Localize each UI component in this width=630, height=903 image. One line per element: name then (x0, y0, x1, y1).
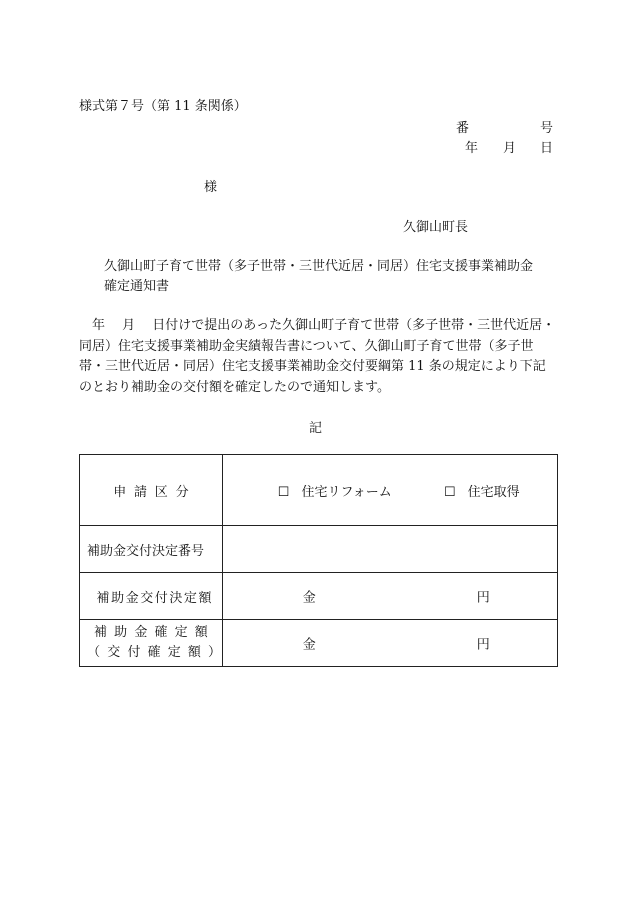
decision-number-value[interactable] (222, 526, 557, 573)
option-housing-reform-label: 住宅リフォーム (301, 484, 392, 500)
date-day-label: 日 (540, 141, 554, 156)
body-paragraph: 年 月 日付けで提出のあった久御山町子育て世帯（多子世帯・三世代近居・同居）住宅支援事業補助金実績報告書について、久御山町子育て世帯（多子世帯・三世代近居・同居）住宅支援事業補助金交付要綱第 11 条の規定により下記のとおり補助金の交付額を確定したので通知します。 (79, 318, 556, 395)
option-housing-reform[interactable] (278, 481, 392, 500)
form-number: 様式第７号（第 11 条関係） (79, 99, 247, 114)
yen-label: 円 (476, 590, 490, 606)
option-housing-acquisition[interactable] (444, 481, 520, 500)
document-title (104, 257, 533, 297)
table-row-decision-amount (80, 573, 558, 620)
date-year-label: 年 (465, 141, 479, 156)
decision-amount-value[interactable] (222, 573, 557, 620)
yen-label: 円 (476, 637, 490, 653)
table-row-application-category (80, 455, 558, 526)
title-line-1: 久御山町子育て世帯（多子世帯・三世代近居・同居）住宅支援事業補助金 (104, 259, 534, 274)
confirmed-amount-label-line1: 補助金確定額 (94, 625, 215, 640)
confirmed-amount-label-line2: （交付確定額） (87, 645, 229, 660)
date-month-label: 月 (503, 141, 517, 156)
checkbox-icon[interactable]: ☐ (443, 484, 456, 500)
confirmed-amount-value[interactable] (222, 620, 557, 667)
application-category-options (222, 455, 557, 526)
confirmed-amount-label (80, 620, 229, 667)
document-number-suffix: 号 (540, 121, 554, 136)
kin-label: 金 (302, 637, 316, 653)
title-line-2: 確定通知書 (104, 279, 170, 294)
option-housing-acquisition-label: 住宅取得 (467, 484, 520, 500)
checkbox-icon[interactable]: ☐ (277, 484, 290, 500)
subsidy-table (79, 454, 558, 667)
application-category-label: 申請区分 (80, 455, 223, 526)
table-row-confirmed-amount (80, 620, 558, 667)
kin-label: 金 (302, 590, 316, 606)
table-row-decision-number (80, 526, 558, 573)
document-number-label: 番 (456, 121, 470, 136)
ki-heading: 記 (309, 421, 323, 436)
decision-number-label: 補助金交付決定番号 (80, 526, 223, 573)
decision-amount-label: 補助金交付決定額 (80, 573, 223, 620)
issuer-name: 久御山町長 (403, 220, 469, 235)
recipient-honorific: 様 (204, 180, 218, 195)
